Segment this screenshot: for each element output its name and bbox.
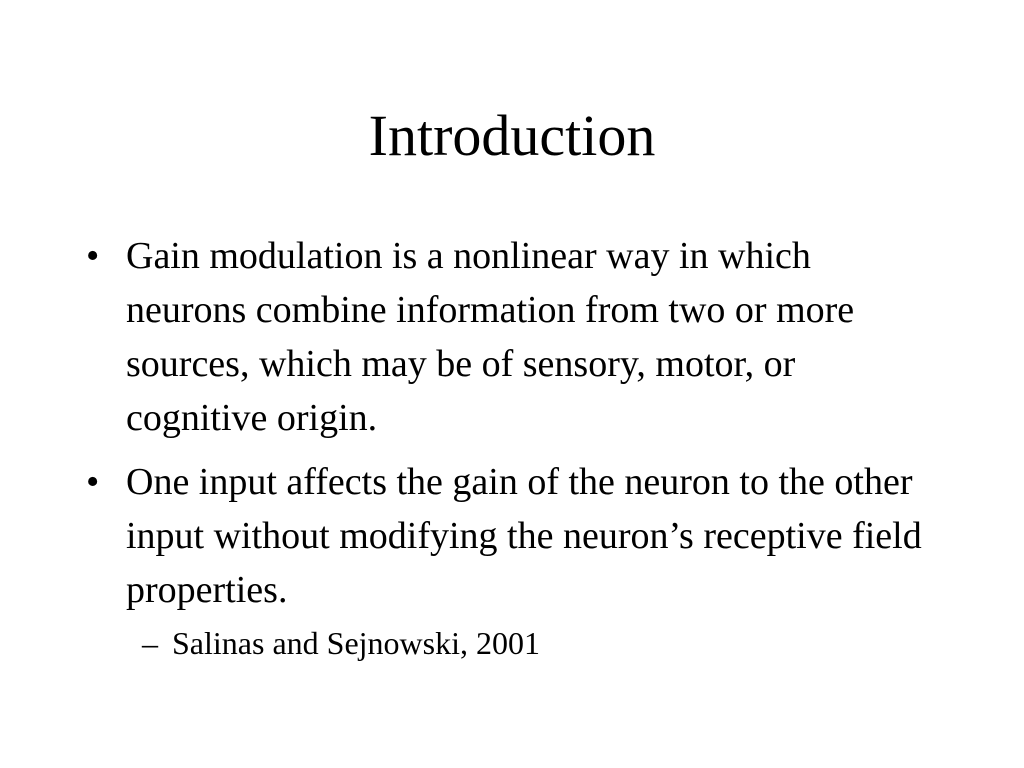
bullet-item [86,229,936,445]
sub-bullet-list [126,621,936,665]
sub-bullet-item [142,621,936,665]
bullet-text: Gain modulation is a nonlinear way in which neurons combine information from two or more sources, which may be of sensory, motor, or cognitive origin. [126,235,855,439]
bullet-marker: • [86,461,100,503]
slide-title: Introduction [368,103,656,168]
citation-text: Salinas and Sejnowski, 2001 [172,625,540,661]
bullet-marker: • [86,235,100,277]
bullet-item [86,455,936,665]
bullet-text: One input affects the gain of the neuron to the other input without modifying the neuron’s receptive field properties. [126,461,922,611]
sub-bullet-marker: – [142,625,158,661]
bullet-list [86,229,936,675]
